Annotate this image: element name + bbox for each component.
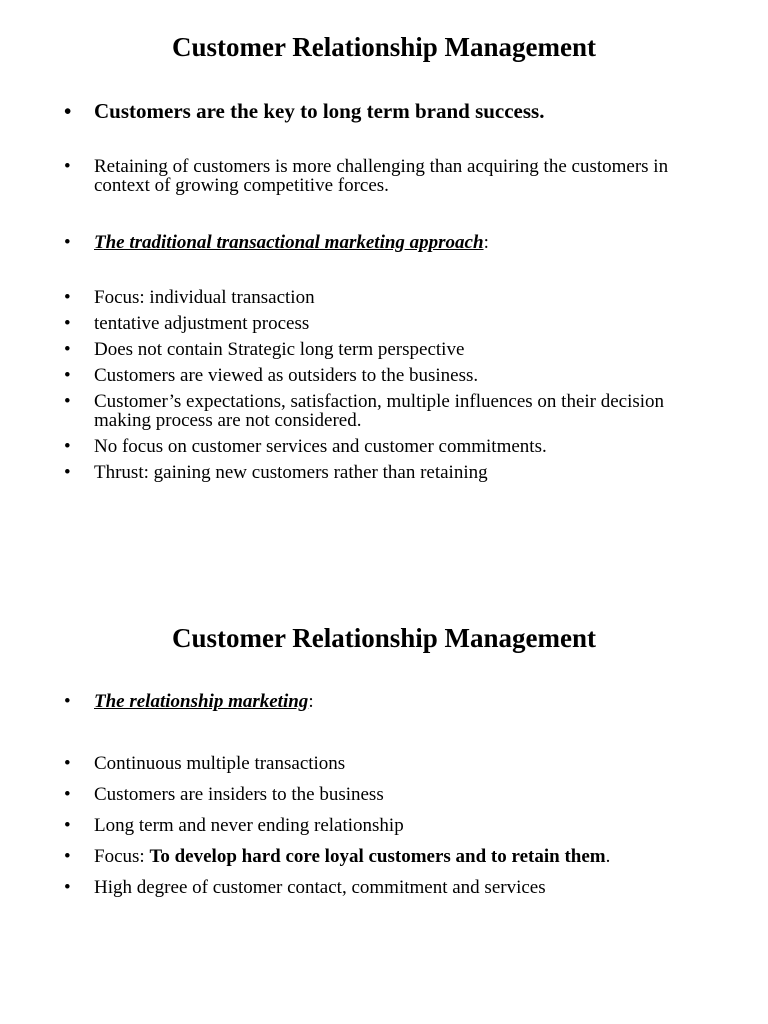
list-item-text: Does not contain Strategic long term perspective xyxy=(94,339,465,360)
list-item-text: High degree of customer contact, commitment and services xyxy=(94,877,546,898)
bullet-glyph: • xyxy=(64,753,71,774)
list-item-text: Continuous multiple transactions xyxy=(94,753,346,774)
bullet-glyph: • xyxy=(64,339,71,360)
list-item xyxy=(64,340,704,359)
list-item-text: tentative adjustment process xyxy=(94,313,310,334)
list-item xyxy=(64,785,704,804)
traditional-colon: : xyxy=(483,232,489,253)
list-item xyxy=(64,816,704,835)
list-item xyxy=(64,878,704,897)
list-item xyxy=(64,366,704,385)
bullet-glyph: • xyxy=(64,99,72,123)
list-item-text: Customers are insiders to the business xyxy=(94,784,384,805)
list-item-text: Customer’s expectations, satisfaction, multiple influences on their decision making process are not considered. xyxy=(94,391,665,431)
slide-1-title: Customer Relationship Management xyxy=(172,32,596,62)
list-item xyxy=(64,437,704,456)
list-item-text: No focus on customer services and customer commitments. xyxy=(94,436,547,457)
bullet-glyph: • xyxy=(64,815,71,836)
slide-2-title: Customer Relationship Management xyxy=(172,623,596,653)
bullet-glyph: • xyxy=(64,462,71,483)
relationship-colon: : xyxy=(308,691,314,712)
list-item-text: Thrust: gaining new customers rather than retaining xyxy=(94,462,488,483)
list-item-text: Customers are viewed as outsiders to the business. xyxy=(94,365,479,386)
bullet-glyph: • xyxy=(64,691,71,712)
list-item-text: Focus: individual transaction xyxy=(94,287,315,308)
bullet-glyph: • xyxy=(64,232,71,253)
bullet-glyph: • xyxy=(64,287,71,308)
relationship-heading: The relationship marketing xyxy=(94,691,309,712)
bullet-glyph: • xyxy=(64,365,71,386)
bullet-relationship-heading xyxy=(64,692,704,711)
bullet-retain xyxy=(64,157,704,195)
slide-2 xyxy=(0,590,768,1010)
bullet-retain-text: Retaining of customers is more challenging than acquiring the customers in context of growing competitive forces. xyxy=(94,156,669,196)
bullet-glyph: • xyxy=(64,313,71,334)
bullet-traditional-heading xyxy=(64,233,704,252)
focus-suffix: . xyxy=(605,846,611,867)
traditional-heading: The traditional transactional marketing approach xyxy=(94,232,484,253)
list-item xyxy=(64,392,704,430)
focus-prefix: Focus: xyxy=(94,846,150,867)
bullet-glyph: • xyxy=(64,391,71,412)
list-item-text: Long term and never ending relationship xyxy=(94,815,404,836)
bullet-glyph: • xyxy=(64,846,71,867)
list-item xyxy=(64,754,704,773)
list-item-focus xyxy=(64,847,704,866)
bullet-lead xyxy=(64,99,704,123)
list-item xyxy=(64,288,704,307)
bullet-glyph: • xyxy=(64,784,71,805)
list-item xyxy=(64,463,704,482)
bullet-lead-text: Customers are the key to long term brand success. xyxy=(94,99,545,123)
bullet-glyph: • xyxy=(64,436,71,457)
bullet-glyph: • xyxy=(64,877,71,898)
focus-bold: To develop hard core loyal customers and to retain them xyxy=(149,846,606,867)
bullet-glyph: • xyxy=(64,156,71,177)
list-item xyxy=(64,314,704,333)
